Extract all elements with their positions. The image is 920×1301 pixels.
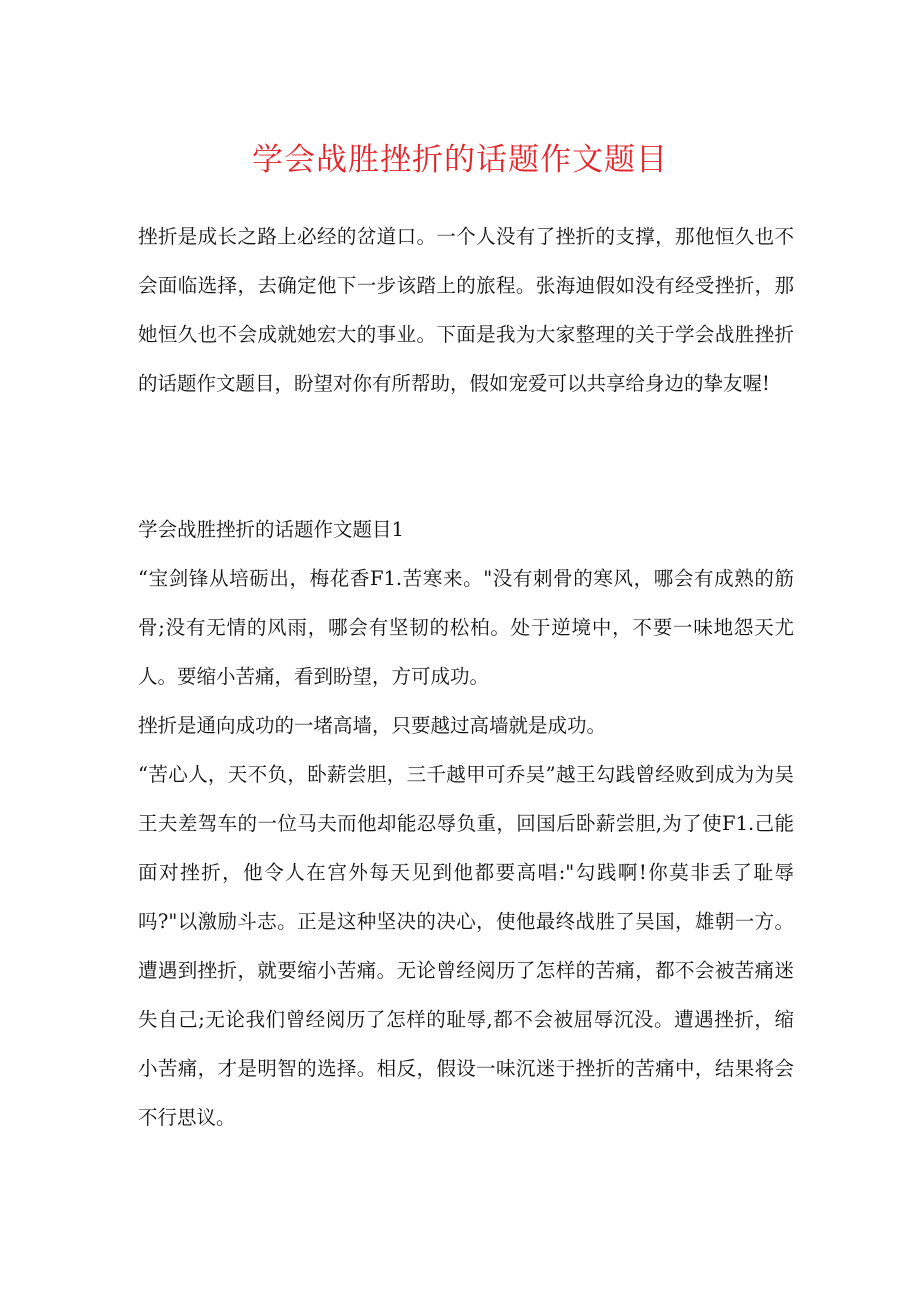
section-heading: 学会战胜挫折的话题作文题目1 [138,518,404,541]
section-paragraph: “宝剑锋从培砺出，梅花香F1.苦寒来。"没有刺骨的寒风，哪会有成熟的筋骨;没有无情的风雨，哪会有坚韧的松柏。处于逆境中，不要一味地怨天尤人。要缩小苦痛，看到盼望，方可成功。 [138,567,794,688]
section-paragraph: “苦心人，天不负，卧薪尝胆，三千越甲可乔吴”越王勾践曾经败到成为为吴王夫差驾车的一位马夫而他却能忍辱负重，回国后卧薪尝胆,为了使F1.己能面对挫折，他令人在宫外每天见到他都要高唱:"勾践啊!你莫非丢了耻辱吗?"以激励斗志。正是这种坚决的决心，使他最终战胜了吴国，雄朝一方。遭遇到挫折，就要缩小苦痛。无论曾经阅历了怎样的苦痛，都不会被苦痛迷失自己;无论我们曾经阅历了怎样的耻辱,都不会被屈辱沉没。遭遇挫折，缩小苦痛，才是明智的选择。相反，假设一味沉迷于挫折的苦痛中，结果将会不行思议。 [138,763,794,1129]
section-1 [138,505,794,1142]
document-title: 学会战胜挫折的话题作文题目 [252,142,668,178]
intro-paragraph: 挫折是成长之路上必经的岔道口。一个人没有了挫折的支撑，那他恒久也不会面临选择，去确定他下一步该踏上的旅程。张海迪假如没有经受挫折，那她恒久也不会成就她宏大的事业。下面是我为大家整理的关于学会战胜挫折的话题作文题目，盼望对你有所帮助，假如宠爱可以共享给身边的挚友喔! [138,225,794,395]
section-paragraph: 挫折是通向成功的一堵高墙，只要越过高墙就是成功。 [138,714,607,737]
